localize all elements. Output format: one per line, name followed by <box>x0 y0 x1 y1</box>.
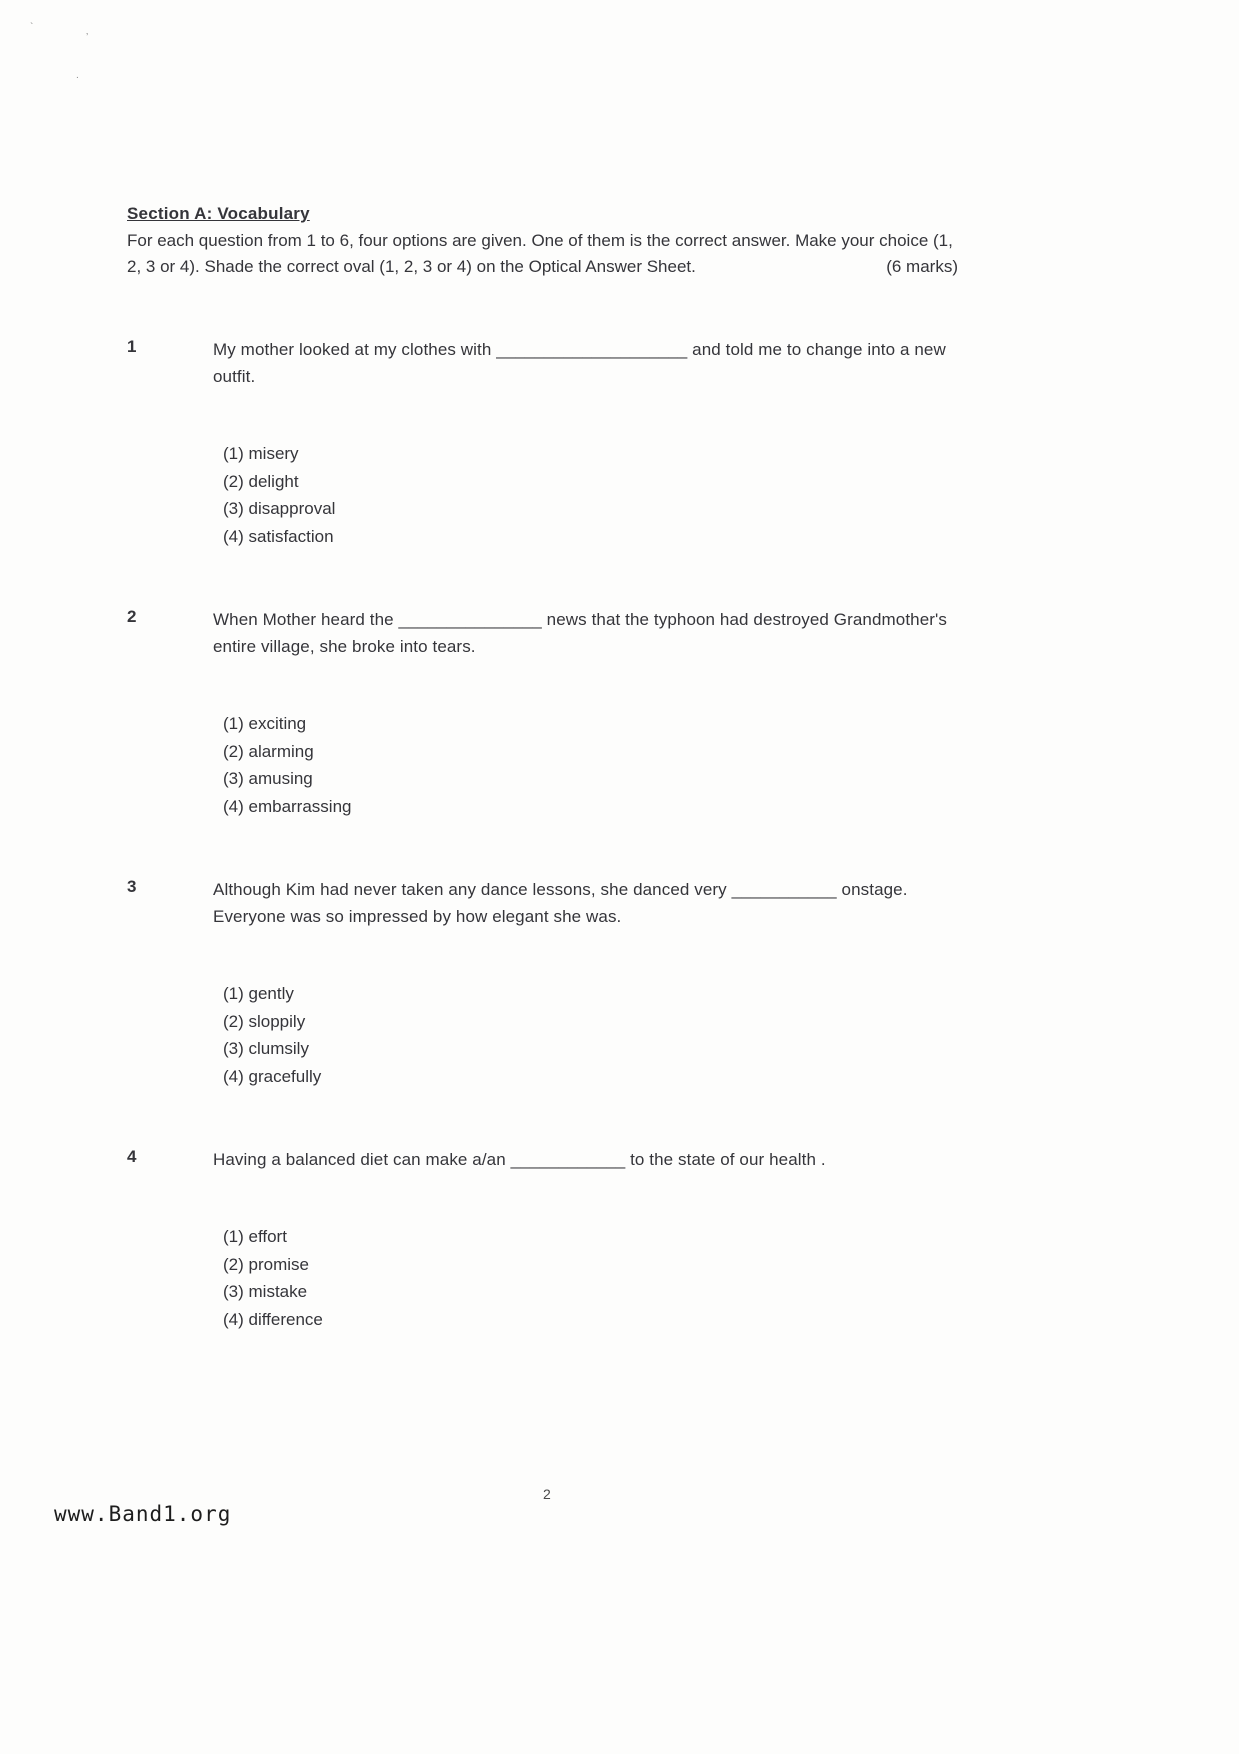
page-number: 2 <box>543 1486 551 1502</box>
option-item: (2) sloppily <box>223 1011 306 1031</box>
scan-artifact: ` <box>30 22 34 33</box>
document-content <box>127 204 962 1333</box>
question-text: When Mother heard the _______________ news that the typhoon had destroyed Grandmother's entire village, she broke into tears. <box>213 610 947 656</box>
instructions-body: For each question from 1 to 6, four options are given. One of them is the correct answer. Make your choice (1, 2, 3 or 4). Shade the correct oval (1, 2, 3 or 4) on the Optical Answer Sheet. <box>127 231 953 276</box>
options-list <box>223 980 962 1090</box>
option-item: (2) alarming <box>223 741 314 761</box>
option-item: (1) exciting <box>223 714 307 733</box>
question-1 <box>127 336 962 550</box>
options-list <box>223 440 962 550</box>
option-item: (2) delight <box>223 471 299 491</box>
question-2 <box>127 606 962 820</box>
marks-label: (6 marks) <box>886 257 958 276</box>
question-body <box>213 606 962 820</box>
option-item: (3) disapproval <box>223 499 336 518</box>
option-item: (1) gently <box>223 984 294 1003</box>
question-number: 4 <box>127 1147 137 1166</box>
question-number: 2 <box>127 607 137 626</box>
question-body <box>213 336 962 550</box>
option-item: (4) satisfaction <box>223 526 334 546</box>
option-item: (3) clumsily <box>223 1039 309 1058</box>
option-item: (3) amusing <box>223 769 313 788</box>
question-text: Although Kim had never taken any dance lessons, she danced very ___________ onstage. Everyone was so impressed by how elegant she was. <box>213 880 908 926</box>
option-item: (4) embarrassing <box>223 796 352 816</box>
question-number: 1 <box>127 337 137 356</box>
section-title: Section A: Vocabulary <box>127 204 310 223</box>
question-number: 3 <box>127 877 137 896</box>
question-3 <box>127 876 962 1090</box>
question-body <box>213 876 962 1090</box>
option-item: (3) mistake <box>223 1282 308 1301</box>
question-text: My mother looked at my clothes with ____________________ and told me to change into a new outfit. <box>213 340 946 386</box>
option-item: (1) misery <box>223 444 299 463</box>
option-item: (1) effort <box>223 1227 287 1246</box>
option-item: (4) gracefully <box>223 1066 322 1086</box>
option-item: (4) difference <box>223 1309 323 1329</box>
option-item: (2) promise <box>223 1254 309 1274</box>
options-list <box>223 1223 962 1333</box>
watermark: www.Band1.org <box>54 1502 232 1526</box>
instructions-text <box>127 228 962 280</box>
question-body <box>213 1146 962 1333</box>
question-4 <box>127 1146 962 1333</box>
scan-artifact: . <box>76 70 79 81</box>
question-text: Having a balanced diet can make a/an ____________ to the state of our health . <box>213 1150 826 1169</box>
scan-artifact: ‚ <box>86 26 89 37</box>
options-list <box>223 710 962 820</box>
